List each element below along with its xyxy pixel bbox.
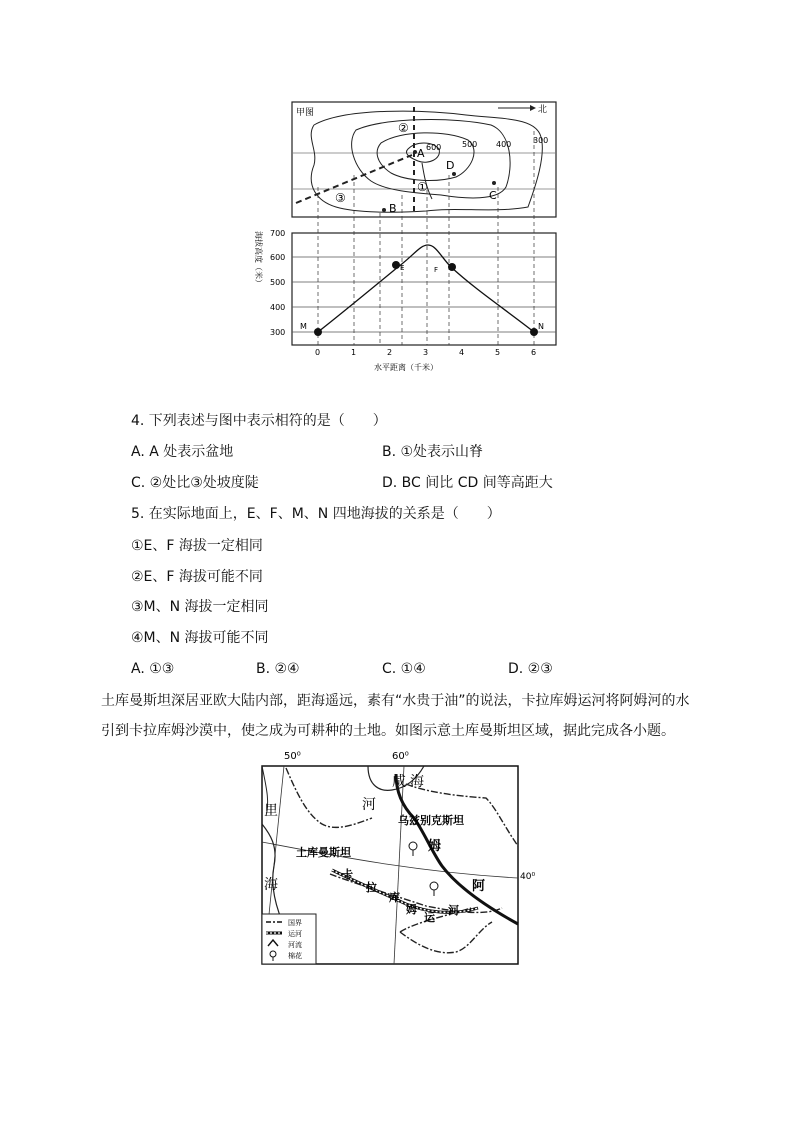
caspian-label-1: 里 — [264, 803, 278, 819]
xtick-0: 0 — [315, 348, 321, 357]
legend-river: 河流 — [288, 941, 302, 949]
contour-400 — [352, 120, 510, 198]
question-4-stem: 4. 下列表述与图中表示相符的是（ ） — [131, 413, 387, 429]
marker-3: ③ — [335, 191, 346, 205]
q5-statement-4: ④M、N 海拔可能不同 — [131, 630, 269, 646]
reading-passage: 土库曼斯坦深居亚欧大陆内部，距海遥远，素有“水贵于油”的说法，卡拉库姆运河将阿姆河的水引到卡拉库姆沙漠中，使之成为可耕种的土地。如图示意土库曼斯坦区域，据此完成各小题。 — [101, 693, 690, 739]
legend-cotton: 棉花 — [288, 952, 302, 960]
xtick-1: 1 — [351, 348, 357, 357]
canal-label-ka: 卡 — [342, 868, 353, 881]
point-c-label: C — [489, 189, 497, 202]
aral-label-2: 海 — [410, 774, 424, 790]
profile-x-label: 水平距离（千米） — [374, 363, 438, 372]
marker-2: ② — [398, 121, 409, 135]
contour-500 — [377, 133, 474, 181]
point-f-label: F — [434, 266, 439, 274]
north-label: 北 — [538, 105, 548, 115]
canal-label-he: 河 — [448, 904, 459, 917]
cotton-icon — [430, 882, 438, 896]
profile-frame — [292, 233, 556, 345]
contour-label-500: 500 — [462, 140, 478, 149]
caspian-label-2: 海 — [264, 877, 278, 893]
point-d-label: D — [446, 159, 455, 172]
longitude-60-label: 60⁰ — [392, 751, 409, 762]
point-e-dot — [392, 261, 400, 269]
q4-option-b[interactable]: B. ①处表示山脊 — [382, 444, 484, 460]
xtick-3: 3 — [423, 348, 429, 357]
point-a-label: A — [417, 147, 425, 160]
cotton-icon — [409, 842, 417, 856]
q5-statement-1: ①E、F 海拔一定相同 — [131, 538, 263, 554]
q5-statement-2: ②E、F 海拔可能不同 — [131, 569, 263, 585]
point-f-dot — [448, 263, 456, 271]
ytick-400: 400 — [270, 303, 286, 312]
q5-option-a[interactable]: A. ①③ — [131, 661, 175, 677]
latitude-40-label: 40⁰ — [520, 872, 536, 882]
contour-label-600: 600 — [426, 143, 442, 152]
q5-statement-3: ③M、N 海拔一定相同 — [131, 599, 269, 615]
q5-option-b[interactable]: B. ②④ — [256, 661, 300, 677]
xtick-2: 2 — [387, 348, 393, 357]
point-n-label: N — [538, 322, 544, 331]
marker-1: ① — [417, 180, 428, 194]
q4-option-c[interactable]: C. ②处比③处坡度陡 — [131, 475, 259, 491]
legend-canal: 运河 — [288, 930, 302, 938]
point-b-label: B — [389, 202, 397, 215]
ytick-600: 600 — [270, 253, 286, 262]
xtick-6: 6 — [531, 348, 537, 357]
turkmenistan-label: 土库曼斯坦 — [296, 846, 351, 859]
ytick-700: 700 — [270, 229, 286, 238]
river-label: 河 — [362, 797, 376, 813]
uzbekistan-label: 乌兹别克斯坦 — [398, 814, 464, 827]
canal-label-mu: 姆 — [406, 903, 417, 916]
contour-label-300: 300 — [533, 136, 549, 145]
point-m-label: M — [300, 322, 307, 331]
national-borders — [286, 768, 518, 953]
point-n-dot — [530, 328, 538, 336]
topographic-figure — [236, 95, 566, 380]
canal-label-la: 拉 — [366, 881, 377, 894]
turkmenistan-map — [256, 746, 546, 970]
projection-lines — [318, 131, 534, 345]
q5-option-d[interactable]: D. ②③ — [508, 661, 553, 677]
longitude-50-label: 50⁰ — [284, 751, 301, 762]
point-m-dot — [314, 328, 322, 336]
amu-label-mu: 姆 — [428, 839, 442, 854]
ytick-300: 300 — [270, 328, 286, 337]
canal-label-ku: 库 — [389, 891, 400, 904]
question-5-stem: 5. 在实际地面上，E、F、M、N 四地海拔的关系是（ ） — [131, 506, 501, 522]
q4-option-a[interactable]: A. A 处表示盆地 — [131, 444, 234, 460]
amu-label-a: 阿 — [472, 879, 486, 894]
terrain-profile — [318, 245, 534, 332]
map-title: 甲图 — [296, 108, 315, 118]
q4-option-d[interactable]: D. BC 间比 CD 间等高距大 — [382, 475, 553, 491]
aral-label-1: 咸 — [392, 774, 406, 790]
q5-option-c[interactable]: C. ①④ — [382, 661, 426, 677]
xtick-5: 5 — [495, 348, 501, 357]
contour-label-400: 400 — [496, 140, 512, 149]
profile-y-label: 海拔高度（米） — [254, 231, 263, 287]
legend-border: 国界 — [288, 919, 302, 927]
canal-label-yun: 运 — [424, 911, 435, 924]
point-e-label: E — [400, 264, 405, 272]
xtick-4: 4 — [459, 348, 465, 357]
ytick-500: 500 — [270, 278, 286, 287]
